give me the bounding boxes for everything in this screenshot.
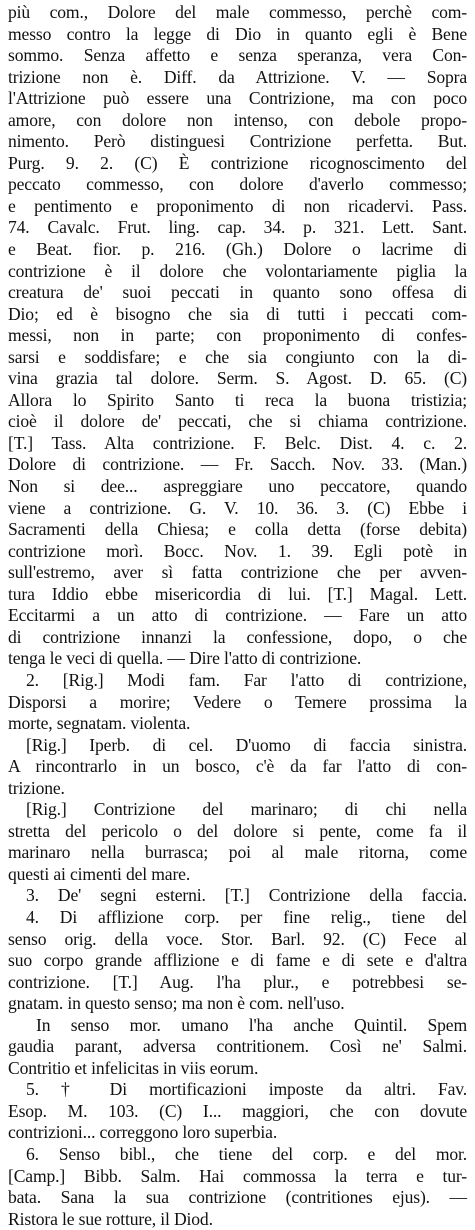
text-line: A rincontrarlo in un bosco, c'è da far l'atto di con-: [8, 756, 467, 777]
text-line: [T.] Tass. Alta contrizione. F. Belc. Dist. 4. c. 2.: [8, 432, 467, 453]
text-line: peccato commesso, con dolore d'averlo commesso;: [8, 174, 467, 195]
text-line: Sacramenti della Chiesa; e colla detta (forse debita): [8, 519, 467, 540]
text-line: gnatam. in questo senso; ma non è com. nell'uso.: [8, 993, 345, 1014]
text-line: 74. Cavalc. Frut. ling. cap. 34. p. 321. Lett. Sant.: [8, 217, 467, 238]
text-line: creatura de' suoi peccati in quanto sono offesa di: [8, 282, 467, 303]
text-line: amore, con dolore non intenso, con debole propo-: [8, 109, 467, 130]
text-line: senso orig. della voce. Stor. Barl. 92. (C) Fece al: [8, 928, 467, 949]
text-line: e pentimento e proponimento di non ricadervi. Pass.: [8, 195, 467, 216]
text-line: cioè il dolore de' peccati, che si chiama contrizione.: [8, 411, 467, 432]
text-line: Allora lo Spirito Santo ti reca la buona tristizia;: [8, 389, 467, 410]
text-line: sull'estremo, aver sì fatta contrizione che per avven-: [8, 562, 467, 583]
sense-heading: 6. Senso bibl., che tiene del corp. e del mor.: [26, 1143, 467, 1164]
text-line: [Rig.] Iperb. di cel. D'uomo di faccia sinistra.: [26, 734, 467, 755]
text-line: Dio; ed è bisogno che sia di tutti i peccati com-: [8, 303, 467, 324]
text-line: messi, non in parte; con proponimento di confes-: [8, 325, 467, 346]
text-line: sommo. Senza affetto e senza speranza, vera Con-: [8, 45, 467, 66]
text-line: nimento. Però distinguesi Contrizione perfetta. But.: [8, 131, 467, 152]
text-line: Ristora le sue rotture, il Diod.: [8, 1208, 213, 1229]
sense-heading: 3. De' segni esterni. [T.] Contrizione della faccia.: [26, 885, 467, 906]
text-line: più com., Dolore del male commesso, perchè com-: [8, 2, 467, 22]
text-line: contrizione morì. Bocc. Nov. 1. 39. Egli potè in: [8, 540, 467, 561]
text-line: tura Iddio ebbe misericordia di lui. [T.] Magal. Lett.: [8, 583, 467, 604]
text-line: [Rig.] Contrizione del marinaro; di chi nella: [26, 799, 467, 820]
text-line: messo contro la legge di Dio in quanto egli è Bene: [8, 23, 467, 44]
text-line: e Beat. fior. p. 216. (Gh.) Dolore o lacrime di: [8, 239, 467, 260]
text-line: Eccitarmi a un atto di contrizione. — Fare un atto: [8, 605, 467, 626]
text-line: Dolore di contrizione. — Fr. Sacch. Nov. 33. (Man.): [8, 454, 467, 475]
text-line: viene a contrizione. G. V. 10. 36. 3. (C) Ebbe i: [8, 497, 467, 518]
text-line: Purg. 9. 2. (C) È contrizione ricognoscimento del: [8, 152, 467, 173]
text-line: contrizione. [T.] Aug. l'ha plur., e potrebbesi se-: [8, 971, 467, 992]
text-line: trizione non è. Diff. da Attrizione. V. — Sopra: [8, 66, 467, 87]
text-line: suo corpo grande afflizione e di fame e di sete e d'altra: [8, 950, 467, 971]
text-line: bata. Sana la sua contrizione (contritiones ejus). —: [8, 1187, 467, 1208]
text-line: [Camp.] Bibb. Salm. Hai commossa la terra e tur-: [8, 1165, 467, 1186]
sense-heading: 5. † Di mortificazioni imposte da altri. Fav.: [26, 1079, 467, 1100]
text-line: contrizione è il dolore che volontariamente piglia la: [8, 260, 467, 281]
sense-heading: 2. [Rig.] Modi fam. Far l'atto di contrizione,: [26, 669, 467, 690]
text-line: In senso mor. umano l'ha anche Quintil. Spem: [36, 1014, 467, 1035]
text-line: Contritio et infelicitas in viis eorum.: [8, 1057, 259, 1078]
text-line: di contrizione innanzi la confessione, dopo, o che: [8, 626, 467, 647]
text-line: sarsi e soddisfare; e che sia congiunto con la di-: [8, 346, 467, 367]
text-line: questi ai cimenti del mare.: [8, 863, 191, 884]
text-line: Disporsi a morire; Vedere o Temere prossima la: [8, 691, 467, 712]
text-line: trizione.: [8, 777, 65, 798]
text-line: gaudia parant, adversa contritionem. Così ne' Salmi.: [8, 1036, 467, 1057]
text-line: morte, segnatam. violenta.: [8, 713, 191, 734]
text-line: marinaro nella burrasca; poi al male ritorna, come: [8, 842, 467, 863]
sense-heading: 4. Di afflizione corp. per fine relig., tiene del: [26, 906, 467, 927]
text-line: l'Attrizione può essere una Contrizione, ma con poco: [8, 88, 467, 109]
text-line: tenga le veci di quella. — Dire l'atto di contrizione.: [8, 648, 362, 669]
text-line: Esop. M. 103. (C) I... maggiori, che con dovute: [8, 1100, 467, 1121]
text-line: Non si dee... aspreggiare uno peccatore, quando: [8, 476, 467, 497]
text-line: vina grazia tal dolore. Serm. S. Agost. D. 65. (C): [8, 368, 467, 389]
text-line: stretta del pericolo o del dolore si pente, come fa il: [8, 820, 467, 841]
text-line: contrizioni... correggono loro superbia.: [8, 1122, 278, 1143]
